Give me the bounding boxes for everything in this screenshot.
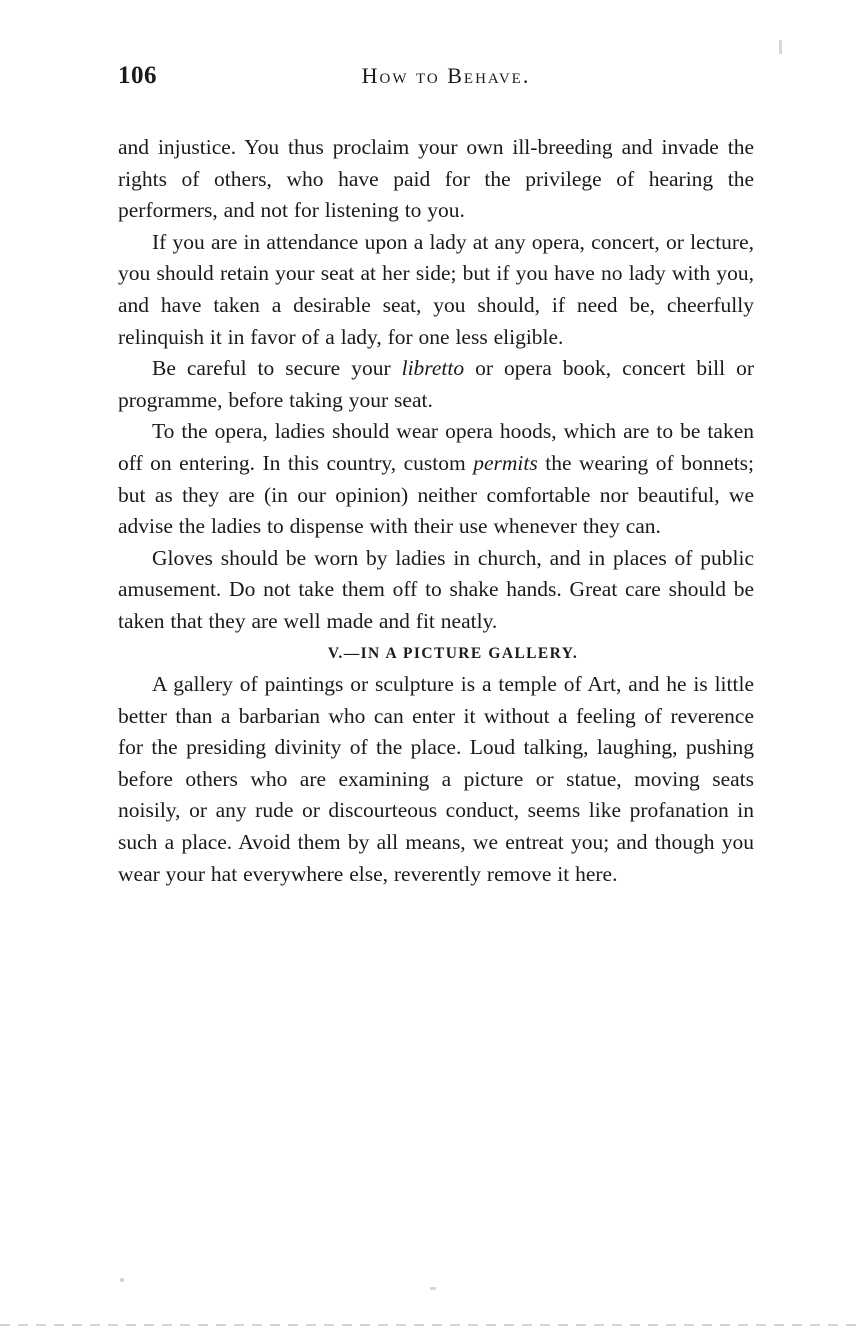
italic-permits: permits	[473, 450, 538, 475]
page-bottom-rule	[0, 1324, 864, 1326]
paragraph-libretto-tail: or opera book, concert bill or programme, before taking your seat.	[118, 356, 755, 412]
paragraph-attendance: If you are in attendance upon a lady at any opera, concert, or lecture, you should retain your seat at her side; but if you have no lady with you, and have taken a desirable seat, you should, if need be, cheerfully relinquish it in favor of a lady, for one less eligible.	[118, 229, 754, 349]
page-content-area	[118, 62, 754, 890]
running-head: How to Behave.	[361, 63, 531, 88]
section-heading: V.—IN A PICTURE GALLERY.	[327, 644, 579, 662]
page-header	[118, 62, 754, 110]
paragraph-gallery: A gallery of paintings or sculpture is a temple of Art, and he is little better than a barbarian who can enter it without a feeling of reverence for the presiding divinity of the place. Loud talking, laughing, pushing before others who are examining a picture or statue, moving seats noisily, or any rude or discourteous conduct, seems like profanation in such a place. Avoid them by all means, we entreat you; and though you wear your hat everywhere else, reverently remove it here.	[118, 672, 754, 886]
paragraph-opera-hoods-tail: the wearing of bonnets; but as they are (in our opinion) neither comfortable nor beautiful, we advise the ladies to dispense with their use whenever they can.	[118, 450, 755, 539]
page-edge-mark-top-right	[779, 40, 782, 54]
page-edge-mark-bottom-center	[430, 1287, 436, 1290]
paragraph-gloves: Gloves should be worn by ladies in church, and in places of public amusement. Do not take them off to shake hands. Great care should be taken that they are well made and fit neatly.	[118, 545, 754, 633]
paragraph-libretto	[118, 353, 754, 416]
page-edge-mark-bottom-left	[120, 1278, 124, 1282]
paragraph-opera-hoods	[118, 416, 754, 542]
page-number: 106	[118, 62, 157, 89]
paragraph-libretto-lead: Be careful to secure your	[152, 356, 402, 381]
italic-libretto: libretto	[401, 356, 465, 381]
paragraph-opera-hoods-lead: To the opera, ladies should wear opera hoods, which are to be taken off on entering. In this country, custom	[118, 419, 754, 475]
body-text	[118, 132, 754, 890]
paragraph-continuation: and injustice. You thus proclaim your own ill-breeding and invade the rights of others, who have paid for the privilege of hearing the performers, and not for listening to you.	[118, 135, 754, 223]
